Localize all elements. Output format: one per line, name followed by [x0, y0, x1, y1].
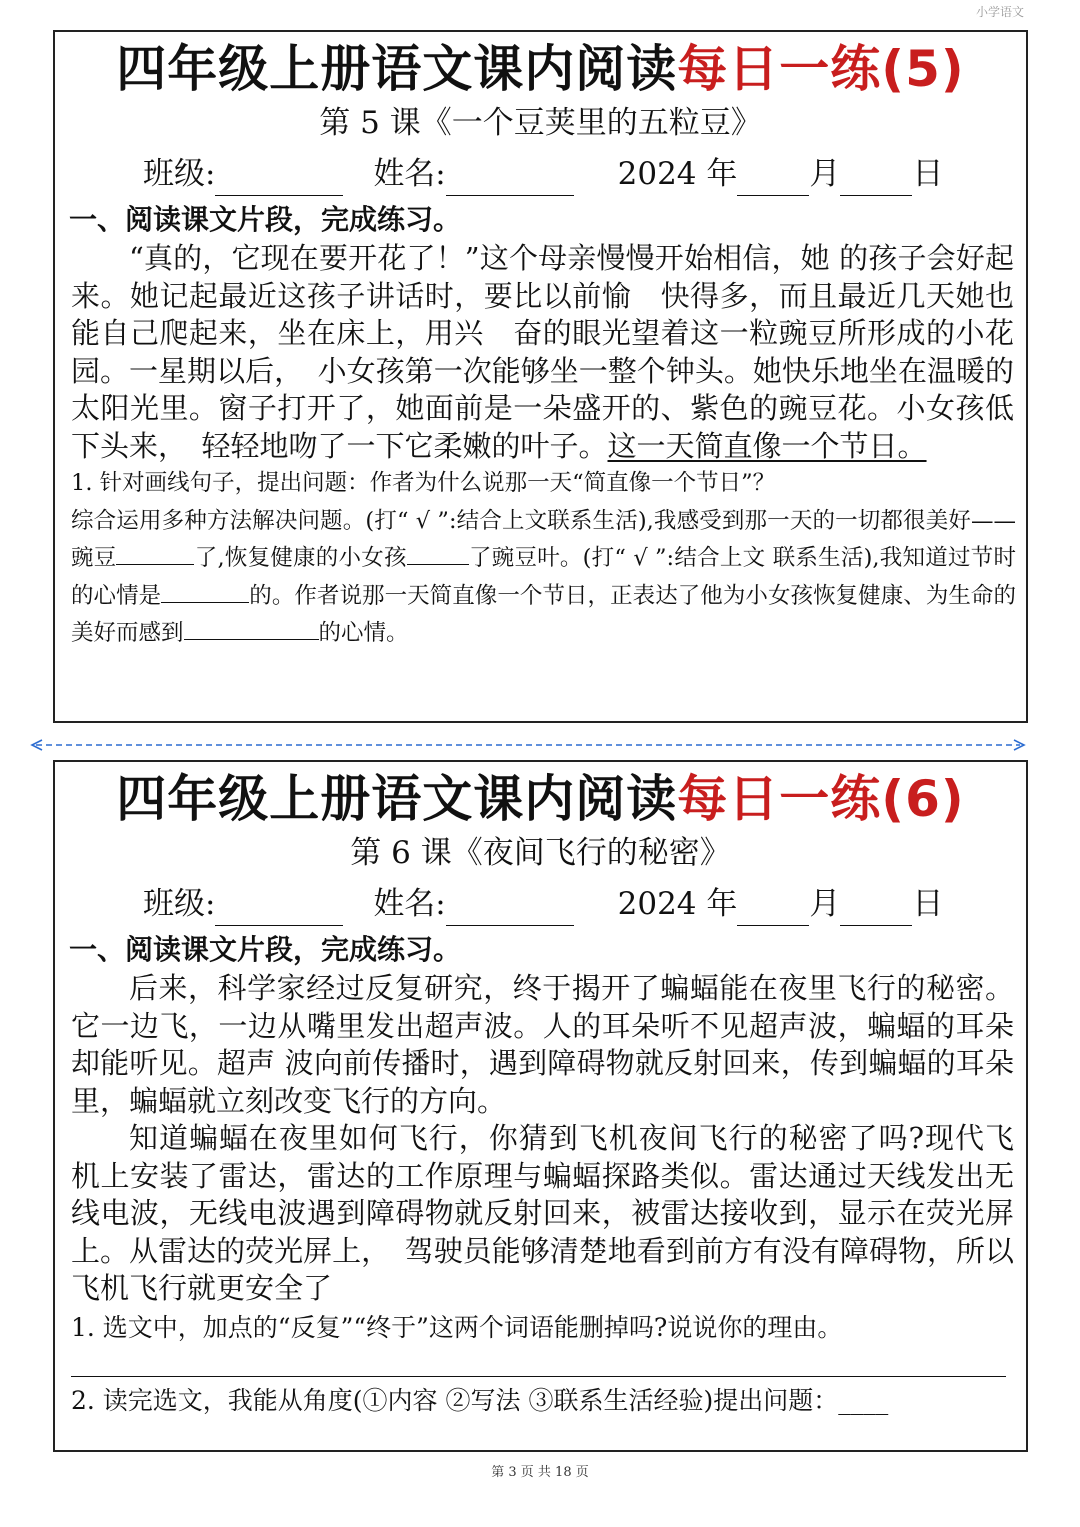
page-footer: 第 3 页 共 18 页	[491, 1465, 589, 1480]
q1-text-c: 了,恢复健康的小女孩	[194, 545, 407, 571]
corner-watermark: 小学语文	[975, 5, 1024, 19]
worksheet-card-6	[53, 760, 1028, 1452]
q1-text-a: 综合运用多种方法解决问题。(打“ √ ”:结合上文联系生活),我感受到那一天的一切都很美好	[71, 507, 971, 534]
month-label: 月	[809, 156, 841, 192]
q1-dash: ——	[971, 507, 1016, 534]
lesson-subtitle: 第 6 课《夜间飞行的秘密》	[350, 835, 731, 871]
title-red: 每日一练(6)	[677, 770, 965, 828]
name-label: 姓名:	[373, 156, 446, 192]
year-label: 2024 年	[617, 886, 738, 922]
q1-blank-1[interactable]	[116, 542, 194, 565]
section-heading: 一、阅读课文片段，完成练习。	[69, 933, 462, 966]
card-title	[55, 38, 1026, 100]
title-black: 四年级上册语文课内阅读	[116, 40, 678, 98]
question-1-body	[71, 503, 1016, 653]
class-label: 班级:	[143, 156, 216, 192]
q1-blank-2[interactable]	[407, 542, 469, 565]
class-field[interactable]	[215, 891, 343, 926]
passage-text: “真的，它现在要开花了！”这个母亲慢慢开始相信，她 的孩子会好起来。她记起最近这孩子讲话时，要比以前愉 快得多，而且最近几天她也能自己爬起来，坐在床上，用兴 奋的眼光望着这一粒豌豆所形成的小花园。一星期以后， 小女孩第一次能够坐一整个钟头。她快乐地坐在温暖的太阳光里。窗子打开了，她面前是一朵盛开的、紫色的豌豆花。小女孩低下头来， 轻轻地吻了一下它柔嫩的叶子。	[71, 241, 1014, 463]
reading-paragraph-1: 后来，科学家经过反复研究，终于揭开了蝙蝠能在夜里飞行的秘密。它一边飞，一边从嘴里发出超声波。人的耳朵听不见超声波，蝙蝠的耳朵却能听见。超声 波向前传播时，遇到障碍物就反射回来，传到蝙蝠的耳朵里，蝙蝠就立刻改变飞行的方向。	[71, 971, 1014, 1118]
card-title	[55, 768, 1026, 830]
q1-text-d: 了豌豆叶。(打“ √ ”:结合上文 联系生活),我知道过节时的心情是	[71, 545, 1016, 609]
question-2	[71, 1381, 1016, 1421]
student-info-row	[143, 882, 1026, 926]
section-heading: 一、阅读课文片段，完成练习。	[69, 203, 462, 236]
month-field[interactable]	[737, 891, 809, 926]
q1-blank-4[interactable]	[184, 617, 319, 640]
class-field[interactable]	[215, 161, 343, 196]
name-field[interactable]	[446, 161, 574, 196]
month-label: 月	[809, 886, 841, 922]
question-1-prompt: 1. 针对画线句子，提出问题：作者为什么说那一天“简直像一个节日”？	[71, 470, 776, 496]
q1-blank-3[interactable]	[161, 580, 249, 603]
dashed-divider	[28, 739, 1028, 751]
title-red: 每日一练(5)	[677, 40, 965, 98]
question-2-blank[interactable]: ____	[838, 1385, 889, 1415]
worksheet-card-5	[53, 30, 1028, 723]
class-label: 班级:	[143, 886, 216, 922]
reading-paragraph-2: 知道蝙蝠在夜里如何飞行，你猜到飞机夜间飞行的秘密了吗?现代飞机上安装了雷达，雷达的工作原理与蝙蝠探路类似。雷达通过天线发出无线电波，无线电波遇到障碍物就反射回来，被雷达接收到，显示在荧光屏上。从雷达的荧光屏上， 驾驶员能够清楚地看到前方有没有障碍物，所以飞机飞行就更安全了	[71, 1121, 1014, 1305]
student-info-row	[143, 152, 1026, 196]
q1-text-b: 豌豆	[71, 545, 117, 571]
question-1	[71, 465, 1016, 653]
answer-line-1[interactable]	[71, 1348, 1006, 1377]
q1-text-e: 的。作者说那一天简直像一个节日，正表达了他为小女孩恢复健康、为生命的美好而感到	[71, 582, 1016, 646]
name-field[interactable]	[446, 891, 574, 926]
question-2-text: 2. 读完选文，我能从角度(①内容 ②写法 ③联系生活经验)提出问题：	[71, 1385, 839, 1415]
lesson-subtitle: 第 5 课《一个豆荚里的五粒豆》	[319, 105, 762, 141]
title-black: 四年级上册语文课内阅读	[116, 770, 678, 828]
question-1: 1. 选文中，加点的“反复”“终于”这两个词语能删掉吗?说说你的理由。	[71, 1312, 843, 1342]
day-field[interactable]	[840, 891, 912, 926]
q1-text-f: 的心情。	[318, 620, 409, 646]
day-label: 日	[912, 886, 944, 922]
reading-passage	[71, 240, 1014, 465]
name-label: 姓名:	[373, 886, 446, 922]
year-label: 2024 年	[617, 156, 738, 192]
underlined-sentence: 这一天简直像一个节日。	[607, 428, 927, 463]
month-field[interactable]	[737, 161, 809, 196]
day-label: 日	[912, 156, 944, 192]
day-field[interactable]	[840, 161, 912, 196]
